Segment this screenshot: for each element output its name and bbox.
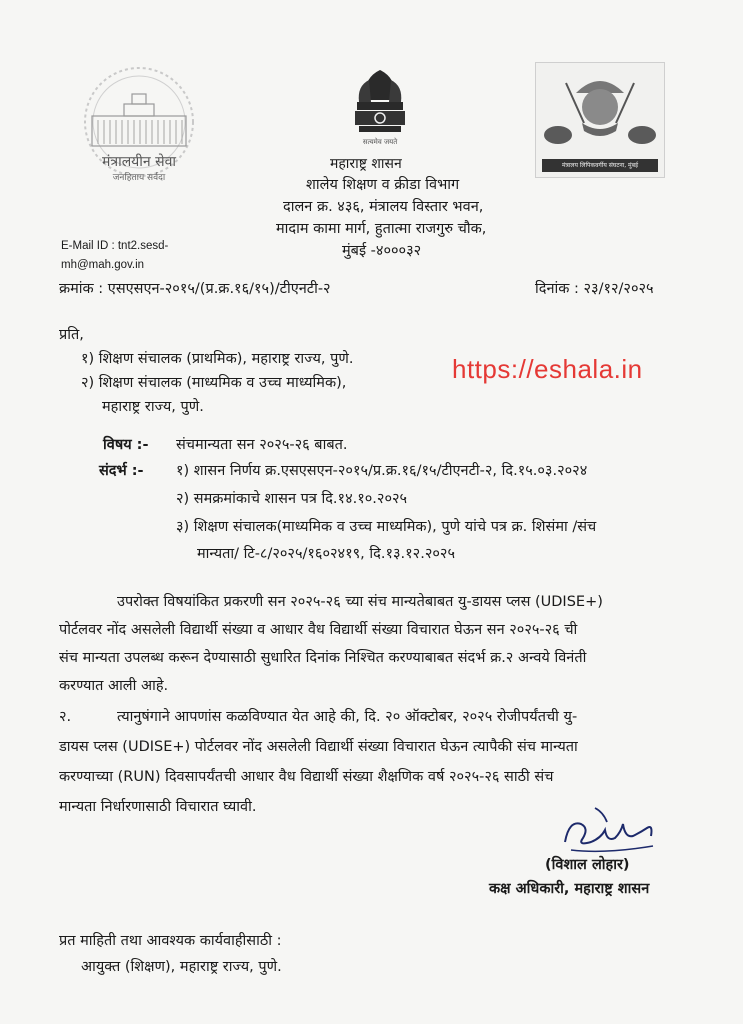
para1-line-3: संच मान्यता उपलब्ध करून देण्यासाठी सुधारित दिनांक निश्चित करण्याबाबत संदर्भ क्र.२ अन्वये विनंती — [59, 650, 587, 666]
reference-1: १) शासन निर्णय क्र.एसएसएन-२०१५/प्र.क्र.१६/१५/टीएनटी-२, दि.१५.०३.२०२४ — [176, 463, 588, 479]
letter-date: दिनांक : २३/१२/२०२५ — [535, 281, 654, 297]
para1-line-4: करण्यात आली आहे. — [59, 678, 169, 694]
to-line-2: २) शिक्षण संचालक (माध्यमिक व उच्च माध्यमिक), — [81, 375, 347, 391]
signature-icon — [555, 802, 665, 862]
reference-3a: ३) शिक्षण संचालक(माध्यमिक व उच्च माध्यमिक), पुणे यांचे पत्र क्र. शिसंमा /संच — [176, 519, 597, 535]
email-line-2[interactable]: mh@mah.gov.in — [61, 259, 145, 271]
reference-number: क्रमांक : एसएसएन-२०१५/(प्र.क्र.१६/१५)/टीएनटी-२ — [59, 281, 331, 297]
para2-line-2: डायस प्लस (UDISE+) पोर्टलवर नोंद असलेली विद्यार्थी संख्या विचारात घेऊन त्यापैकी संच मान्यता — [59, 739, 578, 755]
union-caption: मंत्रालय लिपिकवर्गीय संघटना, मुंबई — [542, 159, 658, 172]
para2-number: २. — [59, 709, 72, 725]
header-line-2: शालेय शिक्षण व क्रीडा विभाग — [306, 177, 460, 193]
to-line-3: महाराष्ट्र राज्य, पुणे. — [102, 399, 204, 415]
references-label: संदर्भ :- — [99, 463, 144, 479]
header-line-5: मुंबई -४०००३२ — [342, 243, 422, 259]
cc-label: प्रत माहिती तथा आवश्यक कार्यवाहीसाठी : — [59, 933, 282, 949]
mantralay-seva-emblem — [64, 66, 214, 186]
para2-line-3: करण्याच्या (RUN) दिवसापर्यंतची आधार वैध विद्यार्थी संख्या शैक्षणिक वर्ष २०२५-२६ साठी संच — [59, 769, 554, 785]
subject-label: विषय :- — [103, 437, 149, 453]
email-line-1: E-Mail ID : tnt2.sesd- — [61, 240, 169, 252]
cc-line-1: आयुक्त (शिक्षण), महाराष्ट्र राज्य, पुणे. — [81, 959, 282, 975]
signatory-designation: कक्ष अधिकारी, महाराष्ट्र शासन — [489, 881, 650, 897]
emblem-subtitle: जनहिताय सर्वदा — [112, 173, 166, 183]
to-line-1: १) शिक्षण संचालक (प्राथमिक), महाराष्ट्र राज्य, पुणे. — [81, 351, 354, 367]
handwritten-signature — [555, 802, 665, 862]
reference-3b: मान्यता/ टि-८/२०२५/१६०२४१९, दि.१३.१२.२०२५ — [197, 546, 455, 562]
union-crest-icon — [536, 63, 664, 159]
to-label: प्रति, — [59, 327, 84, 343]
ashoka-emblem — [345, 64, 415, 148]
header-line-1: महाराष्ट्र शासन — [330, 156, 402, 172]
header-line-4: मादाम कामा मार्ग, हुतात्मा राजगुरु चौक, — [276, 221, 487, 237]
para1-line-2: पोर्टलवर नोंद असलेली विद्यार्थी संख्या व आधार वैध विद्यार्थी संख्या विचारात घेऊन सन २०२५-२६ ची — [59, 622, 578, 638]
signatory-name: (विशाल लोहार) — [545, 857, 630, 873]
ashoka-lion-capital-icon — [345, 64, 415, 138]
watermark-url[interactable]: https://eshala.in — [452, 354, 643, 384]
subject-text: संचमान्यता सन २०२५-२६ बाबत. — [176, 437, 348, 453]
para1-line-1: उपरोक्त विषयांकित प्रकरणी सन २०२५-२६ च्या संच मान्यतेबाबत यु-डायस प्लस (UDISE+) — [117, 594, 603, 610]
reference-2: २) समक्रमांकाचे शासन पत्र दि.१४.१०.२०२५ — [176, 491, 408, 507]
emblem-title: मंत्रालयीन सेवा — [101, 154, 177, 170]
para2-line-4: मान्यता निर्धारणासाठी विचारात घ्यावी. — [59, 799, 257, 815]
para2-line-1: त्यानुषंगाने आपणांस कळविण्यात येत आहे की, दि. २० ऑक्टोबर, २०२५ रोजीपर्यंतची यु- — [117, 709, 578, 725]
union-logo — [535, 62, 665, 178]
header-line-3: दालन क्र. ४३६, मंत्रालय विस्तार भवन, — [283, 199, 484, 215]
emblem-motto: सत्यमेव जयते — [362, 138, 398, 146]
